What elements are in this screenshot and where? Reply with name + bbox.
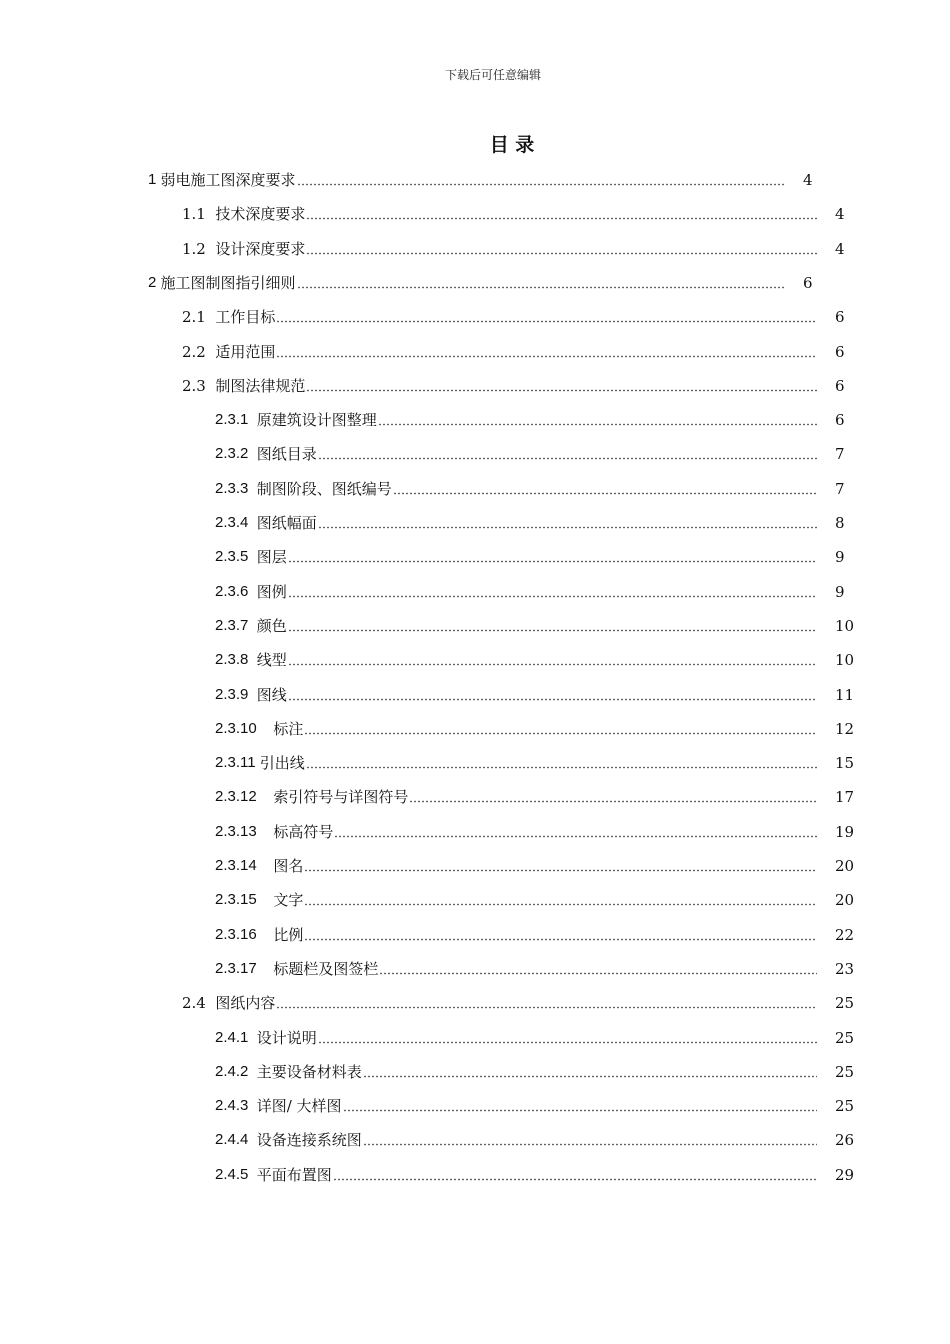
toc-entry[interactable] xyxy=(215,715,817,739)
toc-entry[interactable] xyxy=(182,372,817,396)
toc-entry[interactable] xyxy=(148,269,786,293)
toc-entry-page: 12 xyxy=(835,719,855,738)
toc-entry-number: 2.4.3 xyxy=(215,1097,257,1115)
toc-entry[interactable] xyxy=(215,1058,817,1082)
toc-entry-page: 25 xyxy=(835,1028,855,1047)
toc-entry-page: 23 xyxy=(835,959,855,978)
toc-entry[interactable] xyxy=(215,1161,817,1185)
toc-entry-page: 15 xyxy=(835,754,855,773)
toc-entry-title: 索引符号与详图符号 xyxy=(273,788,409,807)
toc-dot-leader xyxy=(304,938,817,941)
toc-entry-title: 弱电施工图深度要求 xyxy=(160,171,296,189)
toc-dot-leader xyxy=(276,1006,817,1009)
toc-entry-page: 6 xyxy=(835,376,845,395)
toc-entry-title: 标注 xyxy=(273,719,304,738)
toc-entry-title: 图例 xyxy=(256,582,287,601)
toc-dot-leader xyxy=(378,423,817,426)
toc-entry[interactable] xyxy=(215,749,817,773)
toc-entry-page: 25 xyxy=(835,1062,855,1081)
toc-entry[interactable] xyxy=(182,200,817,224)
toc-entry-title: 原建筑设计图整理 xyxy=(256,411,377,430)
toc-dot-leader xyxy=(288,595,817,598)
toc-dot-leader xyxy=(343,1109,817,1112)
toc-entry-page: 6 xyxy=(803,273,813,292)
toc-entry-title: 图纸内容 xyxy=(215,994,276,1013)
toc-entry-title: 标高符号 xyxy=(273,822,334,841)
toc-entry-title: 图纸幅面 xyxy=(256,514,317,532)
toc-entry-title: 标题栏及图签栏 xyxy=(273,959,379,978)
toc-entry-number: 2.1 xyxy=(182,308,216,327)
toc-entry[interactable] xyxy=(182,235,817,259)
toc-entry-number: 2.3.10 xyxy=(215,719,274,737)
toc-entry[interactable] xyxy=(215,646,817,670)
toc-entry-title: 主要设备材料表 xyxy=(256,1062,362,1081)
toc-entry-page: 6 xyxy=(835,411,845,430)
toc-dot-leader xyxy=(304,903,817,906)
toc-entry-number: 2.3.3 xyxy=(215,479,257,497)
toc-entry-page: 10 xyxy=(835,651,855,670)
toc-entry-title: 线型 xyxy=(256,651,287,670)
toc-entry-number: 2.3 xyxy=(182,376,216,395)
toc-entry-title: 颜色 xyxy=(256,616,287,635)
toc-entry-title: 设备连接系统图 xyxy=(256,1131,362,1150)
toc-entry-page: 6 xyxy=(835,308,845,327)
toc-entry-title: 技术深度要求 xyxy=(215,205,306,224)
toc-entry-page: 4 xyxy=(835,239,845,258)
toc-dot-leader xyxy=(333,1178,817,1181)
toc-entry-title: 图线 xyxy=(256,685,287,704)
toc-entry[interactable] xyxy=(148,166,786,190)
toc-dot-leader xyxy=(393,492,817,495)
toc-entry-number: 2.3.4 xyxy=(215,514,257,531)
toc-entry-number: 2 xyxy=(148,273,161,291)
toc-dot-leader xyxy=(306,389,817,392)
toc-dot-leader xyxy=(304,869,817,872)
toc-entry-page: 8 xyxy=(835,514,845,532)
toc-dot-leader xyxy=(306,252,817,255)
toc-entry-number: 2.3.11 xyxy=(215,754,260,772)
toc-dot-leader xyxy=(318,1041,817,1044)
toc-title: 目 录 xyxy=(489,134,535,156)
toc-entry[interactable] xyxy=(215,543,817,567)
toc-entry-number: 2.4.5 xyxy=(215,1165,257,1183)
toc-entry-page: 19 xyxy=(835,822,855,841)
toc-entry[interactable] xyxy=(215,578,817,602)
toc-entry[interactable] xyxy=(215,681,817,705)
toc-entry-number: 1 xyxy=(148,171,161,188)
toc-entry-title: 设计深度要求 xyxy=(215,239,306,258)
toc-entry-title: 文字 xyxy=(273,891,304,910)
toc-entry-title: 制图法律规范 xyxy=(215,376,306,395)
toc-dot-leader xyxy=(318,457,817,460)
toc-entry-number: 2.3.14 xyxy=(215,857,274,874)
toc-entry-page: 7 xyxy=(835,445,845,464)
toc-entry-number: 1.1 xyxy=(182,205,216,224)
toc-entry[interactable] xyxy=(215,612,817,636)
toc-entry[interactable] xyxy=(215,818,817,842)
toc-entry-number: 2.4.1 xyxy=(215,1028,257,1046)
toc-dot-leader xyxy=(304,732,817,735)
toc-entry[interactable] xyxy=(215,852,817,876)
toc-entry-number: 2.3.17 xyxy=(215,959,274,977)
toc-dot-leader xyxy=(306,766,817,769)
toc-dot-leader xyxy=(409,800,817,803)
toc-entry-number: 2.4 xyxy=(182,994,216,1013)
toc-entry-number: 2.4.2 xyxy=(215,1062,257,1080)
toc-entry-title: 图层 xyxy=(256,548,287,567)
toc-dot-leader xyxy=(297,286,786,289)
toc-entry[interactable] xyxy=(215,886,817,910)
toc-entry-title: 图名 xyxy=(273,857,304,875)
toc-entry-page: 26 xyxy=(835,1131,855,1150)
toc-entry-title: 比例 xyxy=(273,925,304,944)
toc-entry[interactable] xyxy=(215,406,817,430)
toc-entry[interactable] xyxy=(215,440,817,464)
toc-dot-leader xyxy=(379,972,817,975)
toc-entry-number: 2.3.13 xyxy=(215,822,274,840)
toc-entry-title: 设计说明 xyxy=(256,1028,317,1047)
toc-entry-page: 29 xyxy=(835,1165,855,1184)
toc-entry[interactable] xyxy=(215,783,817,807)
toc-entry-number: 2.3.12 xyxy=(215,788,274,806)
toc-entry-number: 2.3.15 xyxy=(215,891,274,909)
toc-dot-leader xyxy=(297,183,786,186)
toc-dot-leader xyxy=(318,526,817,529)
toc-dot-leader xyxy=(306,217,817,220)
toc-entry-number: 2.3.2 xyxy=(215,445,257,463)
toc-dot-leader xyxy=(288,560,817,563)
toc-entry[interactable] xyxy=(215,955,817,979)
toc-entry[interactable] xyxy=(215,1126,817,1150)
toc-dot-leader xyxy=(276,355,817,358)
toc-entry-number: 2.3.1 xyxy=(215,411,257,429)
toc-dot-leader xyxy=(276,320,817,323)
toc-entry-page: 7 xyxy=(835,479,845,498)
toc-entry-title: 引出线 xyxy=(259,754,305,773)
toc-entry-page: 22 xyxy=(835,925,855,944)
toc-entry-title: 图纸目录 xyxy=(256,445,317,464)
toc-entry-page: 17 xyxy=(835,788,855,807)
toc-dot-leader xyxy=(288,629,817,632)
toc-entry-title: 平面布置图 xyxy=(256,1165,332,1184)
toc-entry-title: 制图阶段、图纸编号 xyxy=(256,479,392,498)
page-header: 下载后可任意编辑 xyxy=(444,68,541,82)
toc-entry-page: 20 xyxy=(835,891,855,910)
toc-entry-number: 2.2 xyxy=(182,342,216,361)
toc-entry-number: 2.3.8 xyxy=(215,651,257,669)
toc-entry[interactable] xyxy=(215,921,817,945)
toc-entry-number: 2.3.16 xyxy=(215,925,274,943)
toc-entry-page: 9 xyxy=(835,582,845,601)
toc-entry-page: 11 xyxy=(835,685,855,704)
toc-entry-number: 2.3.7 xyxy=(215,616,257,634)
toc-entry[interactable] xyxy=(215,1024,817,1048)
toc-dot-leader xyxy=(363,1075,817,1078)
toc-entry-title: 工作目标 xyxy=(215,308,276,327)
toc-entry-title: 详图/ 大样图 xyxy=(256,1097,342,1116)
toc-entry-page: 10 xyxy=(835,616,855,635)
toc-entry-page: 25 xyxy=(835,994,855,1013)
toc-entry-title: 施工图制图指引细则 xyxy=(160,273,296,292)
toc-entry[interactable] xyxy=(182,303,817,327)
toc-entry-number: 1.2 xyxy=(182,239,216,258)
toc-entry-number: 2.3.9 xyxy=(215,685,257,703)
toc-dot-leader xyxy=(363,1143,817,1146)
toc-entry[interactable] xyxy=(215,509,817,533)
toc-dot-leader xyxy=(288,698,817,701)
toc-entry-page: 6 xyxy=(835,342,845,361)
toc-entry-title: 适用范围 xyxy=(215,342,276,361)
toc-entry-page: 20 xyxy=(835,857,855,875)
toc-entry-number: 2.3.5 xyxy=(215,548,257,566)
toc-entry-page: 9 xyxy=(835,548,845,567)
toc-entry[interactable] xyxy=(215,1092,817,1116)
toc-entry-page: 4 xyxy=(835,205,845,224)
toc-entry-number: 2.3.6 xyxy=(215,582,257,600)
toc-entry[interactable] xyxy=(182,989,817,1013)
toc-entry-page: 25 xyxy=(835,1097,855,1116)
toc-entry-page: 4 xyxy=(803,171,813,189)
toc-entry-number: 2.4.4 xyxy=(215,1131,257,1149)
toc-entry[interactable] xyxy=(182,338,817,362)
toc-dot-leader xyxy=(288,663,817,666)
toc-dot-leader xyxy=(334,835,817,838)
toc-entry[interactable] xyxy=(215,475,817,499)
